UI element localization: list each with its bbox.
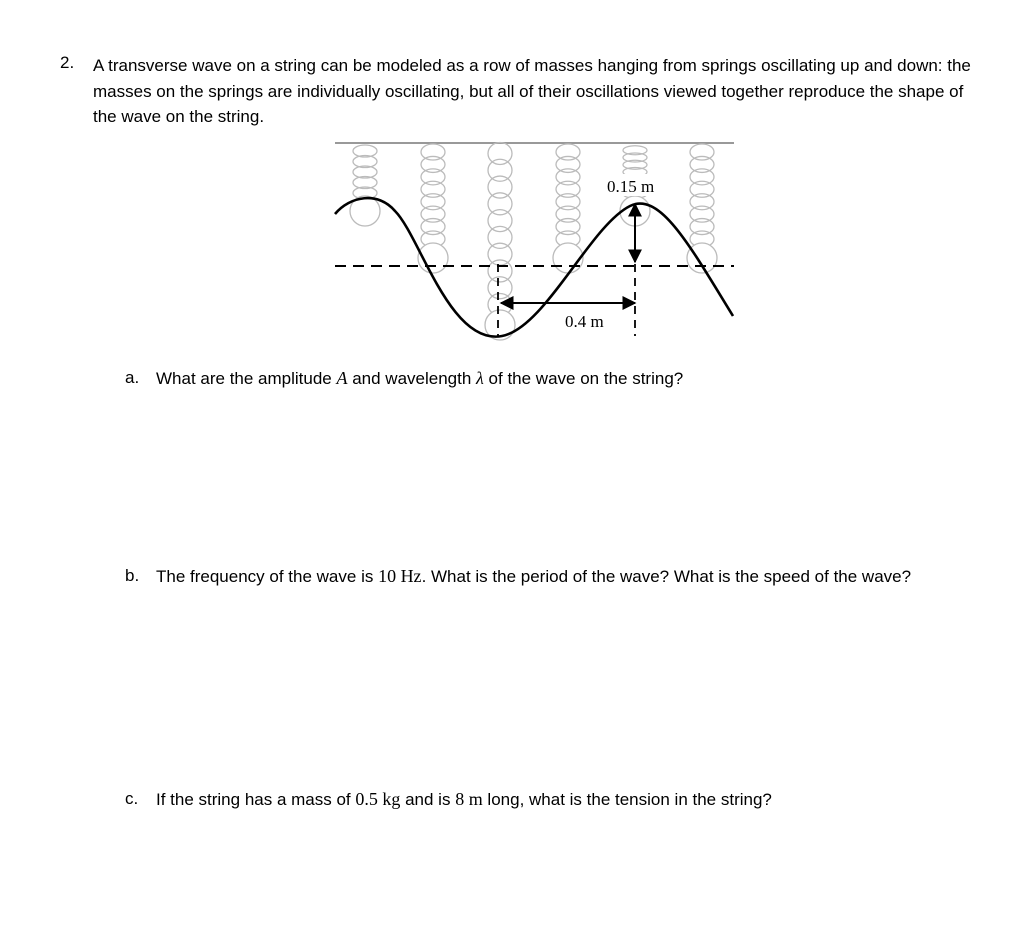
wave-spring-diagram (330, 136, 740, 356)
wave-curve (335, 198, 733, 337)
question-text: A transverse wave on a string can be modeled as a row of masses hanging from springs oscillating up and down: the masses on the springs are individually oscillating, but all of their oscillations viewed together reproduce the shape of the wave on the string. (93, 56, 971, 126)
amplitude-label: 0.15 m (607, 177, 655, 196)
part-a-text: What are the amplitude A and wavelength λ of the wave on the string? (156, 368, 684, 388)
question-number: 2. (60, 53, 75, 72)
spring-6 (690, 144, 714, 247)
part-b-label: b. (125, 566, 140, 585)
half-wavelength-label: 0.4 m (565, 312, 604, 331)
spring-1 (353, 145, 377, 199)
part-c-text: If the string has a mass of 0.5 kg and is 8 m long, what is the tension in the string? (156, 789, 772, 809)
spring-3 (488, 143, 512, 316)
masses (350, 196, 717, 340)
spring-4 (556, 144, 580, 247)
part-b-text: The frequency of the wave is 10 Hz. What is the period of the wave? What is the speed of the wave? (156, 566, 912, 586)
part-a-label: a. (125, 368, 140, 387)
mass-4 (553, 243, 583, 273)
part-c-label: c. (125, 789, 139, 808)
spring-2 (421, 144, 445, 247)
